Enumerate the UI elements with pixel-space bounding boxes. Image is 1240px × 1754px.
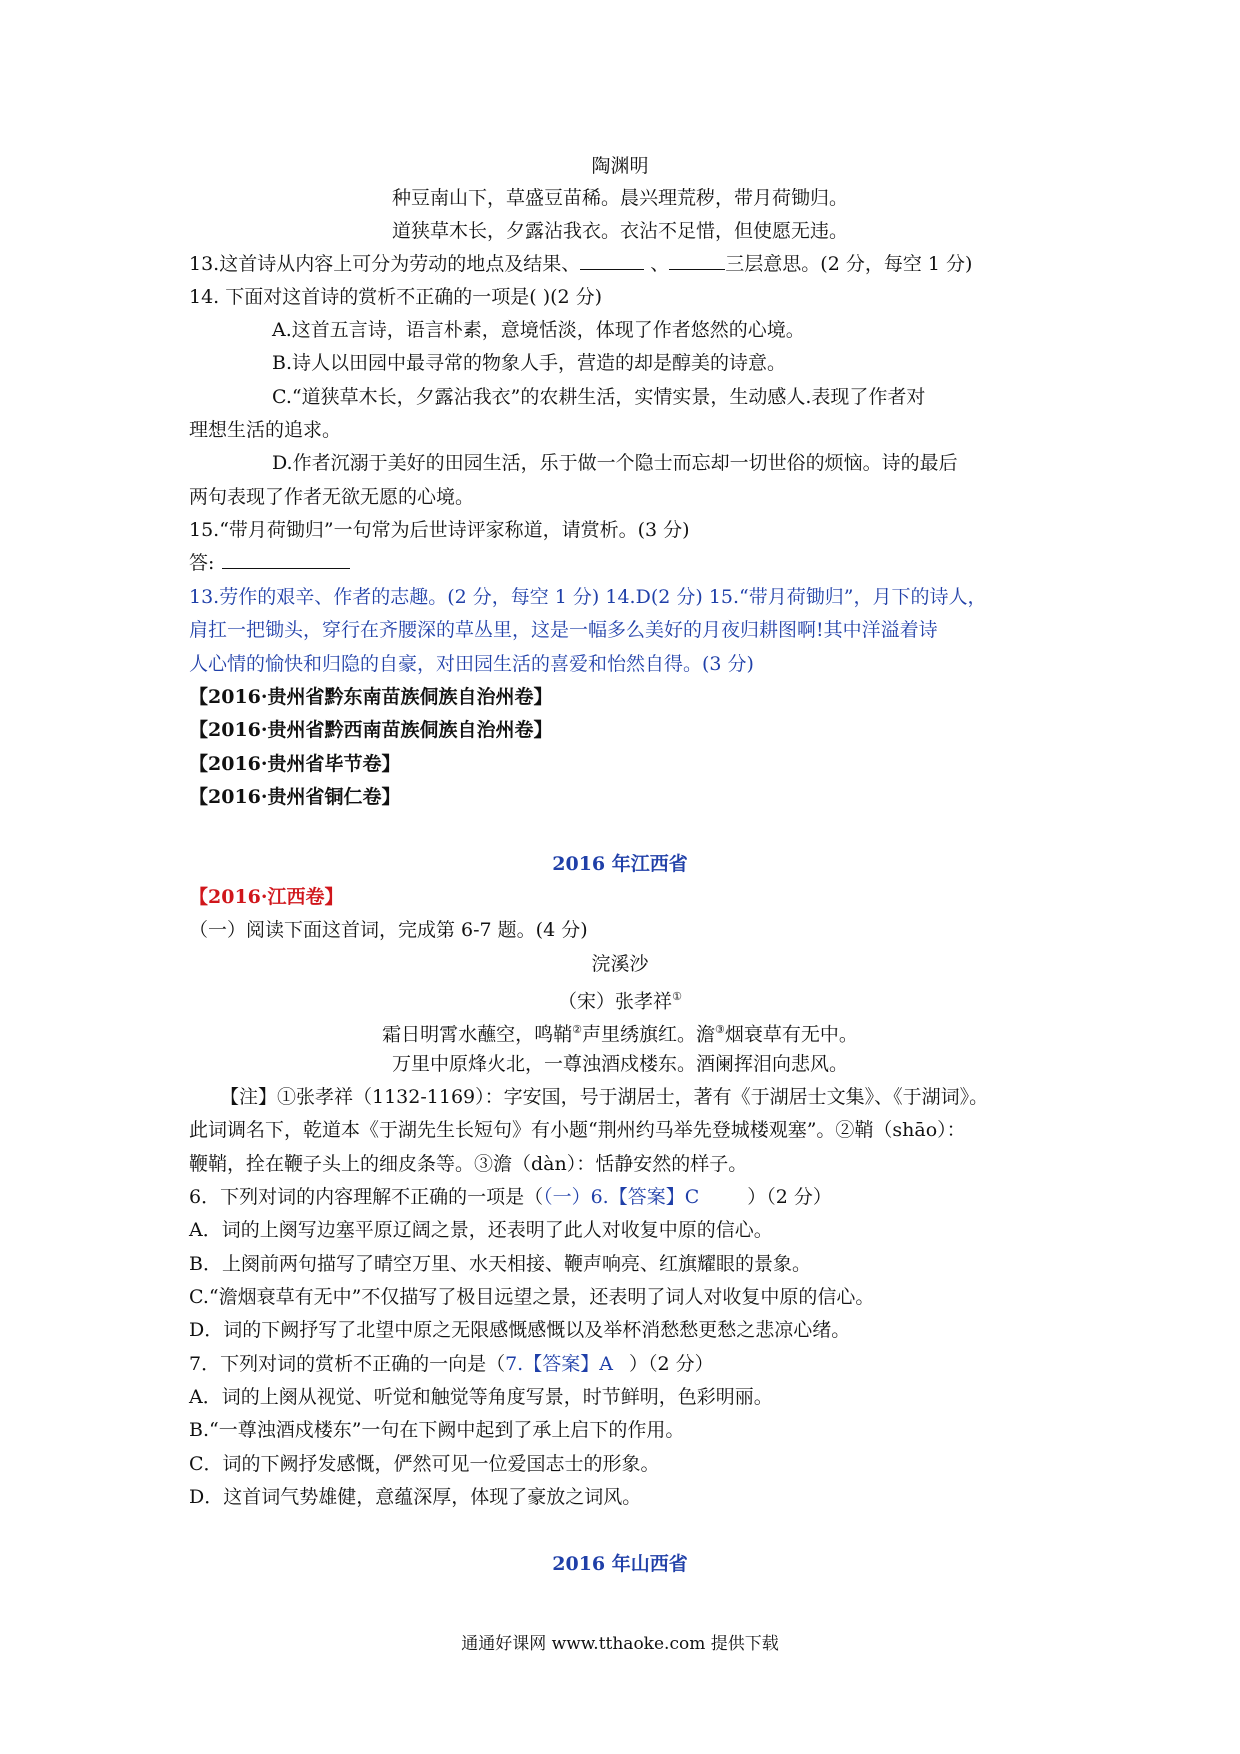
option-d: D．词的下阙抒写了北望中原之无限感慨感慨以及举杯消愁愁更愁之悲凉心绪。 xyxy=(189,1319,851,1341)
section-title: 2016 年山西省 xyxy=(552,1553,688,1575)
option-d: D.作者沉溺于美好的田园生活，乐于做一个隐士而忘却一切世俗的烦恼。诗的最后 xyxy=(272,452,958,474)
answer-key: 人心情的愉快和归隐的自豪，对田园生活的喜爱和怡然自得。(3 分) xyxy=(189,653,754,675)
option-a: A．词的上阕从视觉、听觉和触觉等角度写景，时节鲜明，色彩明丽。 xyxy=(189,1386,773,1408)
reading-intro: （一）阅读下面这首词，完成第 6-7 题。(4 分) xyxy=(189,919,588,941)
option-d-cont: 两句表现了作者无欲无愿的心境。 xyxy=(189,486,475,508)
poem-line: 道狭草木长，夕露沾我衣。衣沾不足惜，但使愿无违。 xyxy=(391,220,848,242)
option-d: D．这首词气势雄健，意蕴深厚，体现了豪放之词风。 xyxy=(189,1486,642,1508)
section-tag: 【2016·江西卷】 xyxy=(189,886,344,908)
section-tag: 【2016·贵州省毕节卷】 xyxy=(189,753,401,775)
answer-blank xyxy=(669,251,725,270)
option-c: C.“澹烟衰草有无中”不仅描写了极目远望之景，还表明了词人对收复中原的信心。 xyxy=(189,1286,875,1308)
question-15: 15.“带月荷锄归”一句常为后世诗评家称道，请赏析。(3 分) xyxy=(189,519,690,541)
option-a: A．词的上阕写边塞平原辽阔之景，还表明了此人对收复中原的信心。 xyxy=(189,1219,773,1241)
poem-line: 种豆南山下，草盛豆苗稀。晨兴理荒秽，带月荷锄归。 xyxy=(391,187,848,209)
option-c: C.“道狭草木长，夕露沾我衣”的农耕生活，实情实景，生动感人.表现了作者对 xyxy=(272,386,926,408)
poem-author: （宋）张孝祥① xyxy=(558,990,682,1013)
option-c-cont: 理想生活的追求。 xyxy=(189,419,342,441)
poem-line: 万里中原烽火北，一尊浊酒戍楼东。酒阑挥泪向悲风。 xyxy=(391,1053,848,1075)
poem-note: 此词调名下，乾道本《于湖先生长短句》有小题“荆州约马举先登城楼观塞”。②鞘（shāo）： xyxy=(189,1119,966,1141)
poem-note: 鞭鞘，拴在鞭子头上的细皮条等。③澹（dàn）：恬静安然的样子。 xyxy=(189,1153,748,1175)
section-tag: 【2016·贵州省铜仁卷】 xyxy=(189,786,401,808)
question-14: 14. 下面对这首诗的赏析不正确的一项是( )(2 分) xyxy=(189,286,603,308)
option-a: A.这首五言诗，语言朴素，意境恬淡，体现了作者悠然的心境。 xyxy=(272,319,805,341)
answer-blank xyxy=(580,251,644,270)
section-tag: 【2016·贵州省黔东南苗族侗族自治州卷】 xyxy=(189,686,553,708)
answer-key: 肩扛一把锄头，穿行在齐腰深的草丛里，这是一幅多么美好的月夜归耕图啊!其中洋溢着诗 xyxy=(189,619,938,641)
poem-line: 霜日明霄水蘸空，鸣鞘②声里绣旗红。澹③烟衰草有无中。 xyxy=(382,1023,858,1046)
question-6: 6．下列对词的内容理解不正确的一项是（（一）6.【答案】C ）（2 分） xyxy=(189,1186,832,1208)
poem-author: 陶渊明 xyxy=(591,155,649,177)
question-13: 13.这首诗从内容上可分为劳动的地点及结果、 、 三层意思。(2 分，每空 1 分) xyxy=(189,253,973,275)
option-b: B.诗人以田园中最寻常的物象人手，营造的却是醇美的诗意。 xyxy=(272,352,787,374)
option-c: C．词的下阙抒发感慨，俨然可见一位爱国志士的形象。 xyxy=(189,1453,660,1475)
section-title: 2016 年江西省 xyxy=(552,853,688,875)
answer-key: 13.劳作的艰辛、作者的志趣。(2 分，每空 1 分) 14.D(2 分) 15.“带月荷锄归”，月下的诗人， xyxy=(189,586,987,608)
section-tag: 【2016·贵州省黔西南苗族侗族自治州卷】 xyxy=(189,719,553,741)
answer-line: 答: xyxy=(189,550,350,576)
option-b: B.“一尊浊酒戍楼东”一句在下阙中起到了承上启下的作用。 xyxy=(189,1419,685,1441)
option-b: B．上阕前两句描写了晴空万里、水天相接、鞭声响亮、红旗耀眼的景象。 xyxy=(189,1253,811,1275)
poem-note: 【注】①张孝祥（1132-1169）：字安国，号于湖居士，著有《于湖居士文集》、《于湖词》。 xyxy=(220,1086,989,1108)
question-7: 7．下列对词的赏析不正确的一向是（7.【答案】A ）（2 分） xyxy=(189,1353,714,1375)
page-footer: 通通好课网 www.tthaoke.com 提供下载 xyxy=(461,1634,779,1654)
answer-blank xyxy=(222,550,350,569)
poem-title: 浣溪沙 xyxy=(591,953,649,975)
